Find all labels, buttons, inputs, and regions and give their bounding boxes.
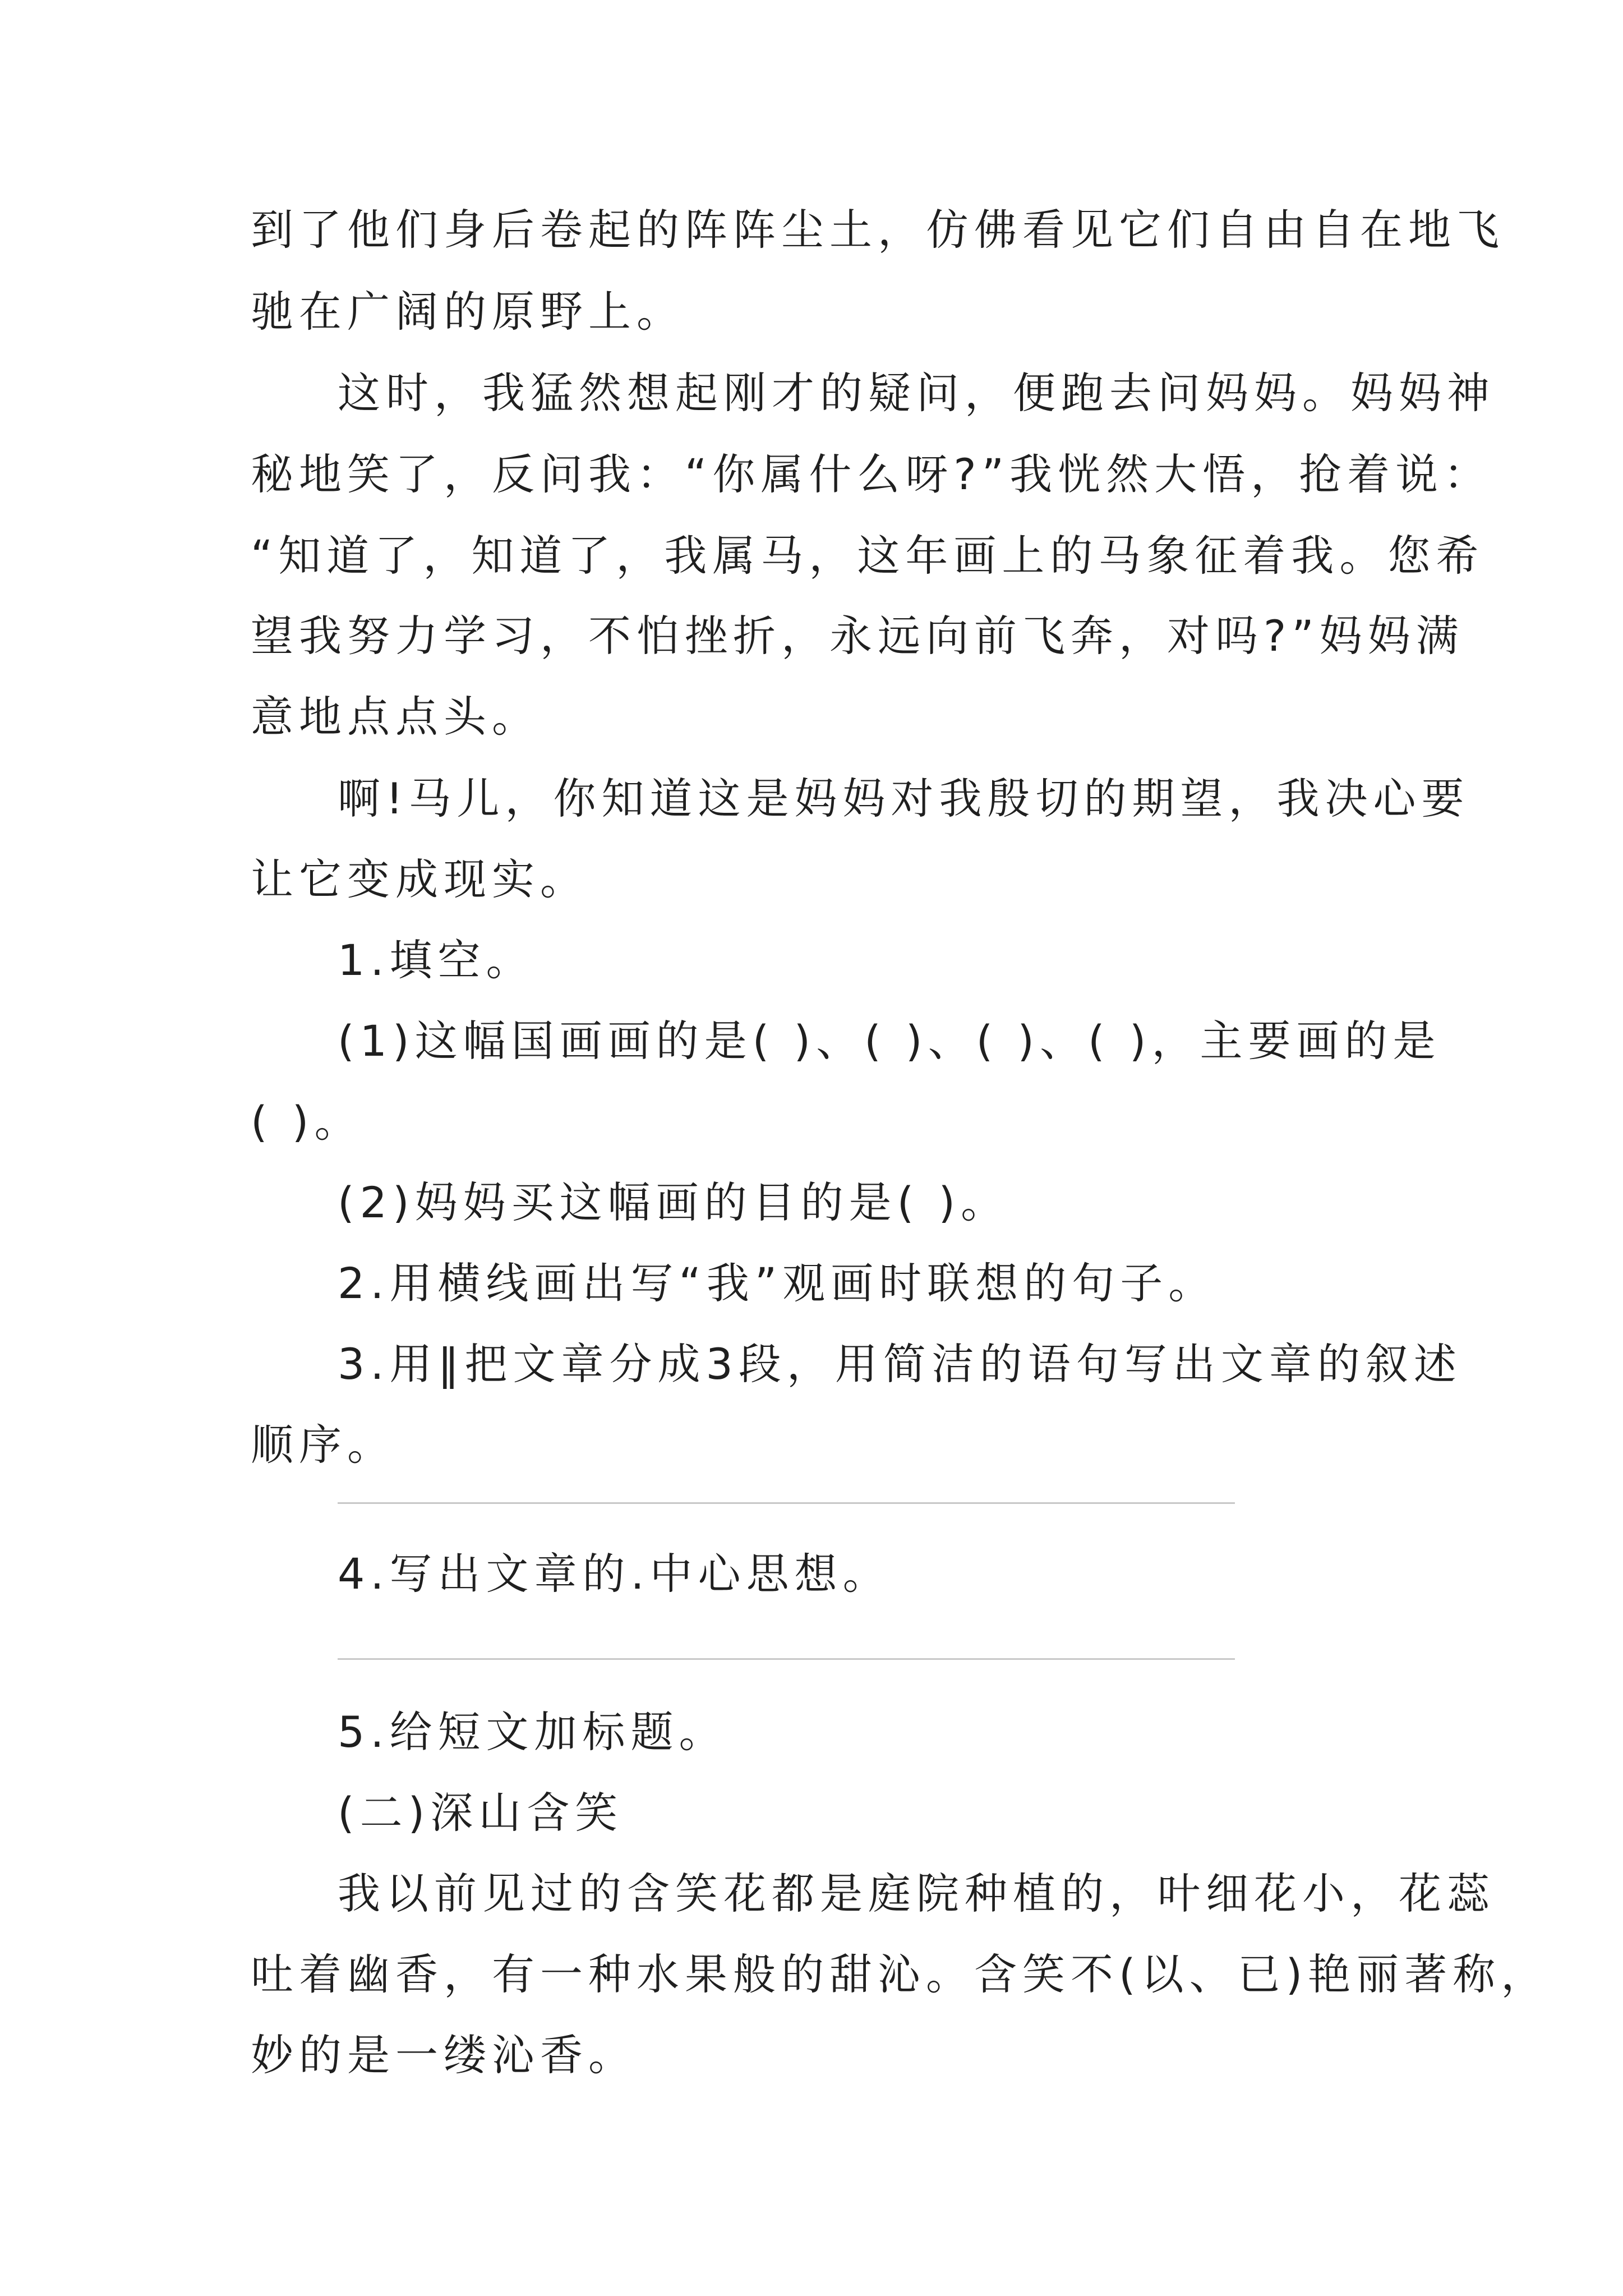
question-2: 2.用横线画出写“我”观画时联想的句子。 xyxy=(338,1258,1217,1308)
question-1-part-2: (2)妈妈买这幅画的目的是( )。 xyxy=(338,1177,1009,1227)
text-line: 啊!马儿，你知道这是妈妈对我殷切的期望，我决心要 xyxy=(338,774,1470,823)
text-line: “知道了，知道了，我属马，这年画上的马象征着我。您希 xyxy=(251,531,1484,581)
text-line: 这时，我猛然想起刚才的疑问，便跑去问妈妈。妈妈神 xyxy=(338,368,1495,418)
text-line: 让它变成现实。 xyxy=(251,854,588,904)
text-line: 望我努力学习，不怕挫折，永远向前飞奔，对吗?”妈妈满 xyxy=(251,611,1464,661)
question-4: 4.写出文章的.中心思想。 xyxy=(338,1549,891,1599)
text-line: ( )。 xyxy=(251,1097,363,1147)
question-1-part-1: (1)这幅国画画的是( )、( )、( )、( )，主要画的是 xyxy=(338,1016,1441,1066)
question-3: 3.用‖把文章分成3段，用简洁的语句写出文章的叙述 xyxy=(338,1339,1462,1389)
question-5: 5.给短文加标题。 xyxy=(338,1707,727,1757)
text-line: 到了他们身后卷起的阵阵尘土，仿佛看见它们自由自在地飞 xyxy=(251,205,1505,255)
text-line: 意地点点头。 xyxy=(251,692,540,742)
text-line: 秘地笑了，反问我：“你属什么呀?”我恍然大悟，抢着说： xyxy=(251,449,1492,499)
text-line: 我以前见过的含笑花都是庭院种植的，叶细花小，花蕊 xyxy=(338,1869,1495,1918)
answer-line xyxy=(338,1502,1235,1504)
section-title: (二)深山含笑 xyxy=(338,1788,624,1838)
text-line: 妙的是一缕沁香。 xyxy=(251,2030,637,2080)
text-line: 吐着幽香，有一种水果般的甜沁。含笑不(以、已)艳丽著称， xyxy=(251,1949,1550,1999)
answer-line xyxy=(338,1658,1235,1660)
text-line: 驰在广阔的原野上。 xyxy=(251,287,685,337)
text-line: 顺序。 xyxy=(251,1420,395,1470)
question-1: 1.填空。 xyxy=(338,935,534,985)
